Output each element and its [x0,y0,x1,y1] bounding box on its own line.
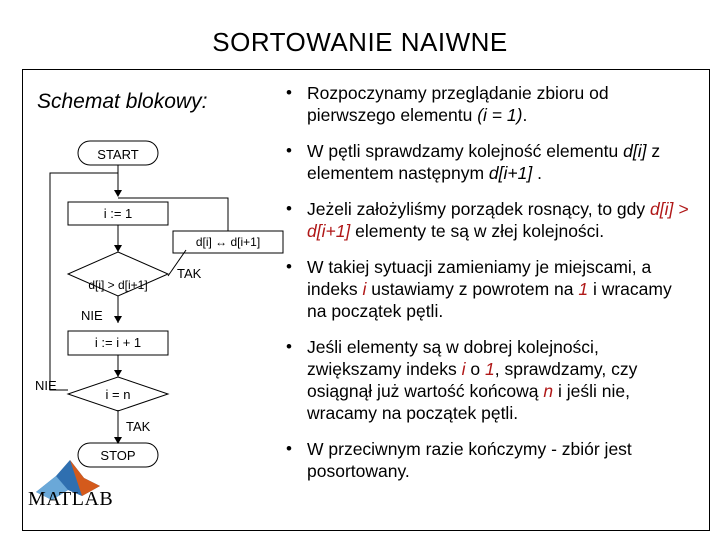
bullet-text: Rozpoczynamy przeglądanie zbioru od pierwszego elementu [307,83,609,125]
bullet-text: i jeśli nie, wracamy na początek pętli. [307,381,630,423]
bullet-item [284,256,694,322]
yes-label-end: TAK [126,419,151,434]
flowchart-heading: Schemat blokowy: [37,90,208,113]
bullet-dot-icon: • [286,439,292,458]
arrowhead [114,316,122,323]
stop-label: STOP [100,448,136,463]
bullet-text: o [465,359,485,379]
bullet-item [284,82,694,126]
start-label: START [97,147,139,162]
bullet-text: , sprawdzamy, czy osiągnął już wartość końcową [307,359,638,401]
arrowhead [114,370,122,377]
bullet-text: ustawiamy z powrotem na [366,279,579,299]
bullet-dot-icon: • [286,199,292,218]
init-label: i := 1 [103,206,133,221]
slide-title: SORTOWANIE NAIWNE [212,27,508,57]
bullet-item [284,198,694,242]
bullet-list [284,82,694,496]
bullet-dot-icon: • [286,141,292,160]
bullet-text: n [543,381,554,401]
yes-label-compare: TAK [177,266,202,281]
matlab-logo-text: MATLAB [28,488,114,510]
arrowhead [114,245,122,252]
connector-swap-loop [118,198,228,231]
bullet-text: . [532,163,542,183]
no-label-end: NIE [35,378,57,393]
bullet-text: i wracamy na początek pętli. [307,279,672,321]
bullet-item [284,140,694,184]
end-label: i = n [105,387,131,402]
bullet-text: d[i] [623,141,647,161]
bullet-text: W takiej sytuacji zamieniamy je miejscami, a indeks [307,257,652,299]
bullet-text: z elementem następnym [307,141,661,183]
bullet-dot-icon: • [286,83,292,102]
bullet-dot-icon: • [286,337,292,356]
bullet-text: i [362,279,367,299]
arrowhead [114,190,122,197]
bullet-text: i [461,359,466,379]
compare-label: d[i] > d[i+1] [88,278,148,292]
no-label-compare: NIE [81,308,103,323]
bullet-item [284,438,694,482]
bullet-text: Jeśli elementy są w dobrej kolejności, zwiększamy indeks [307,337,599,379]
bullet-text: d[i+1] [488,163,533,183]
bullet-text: W przeciwnym razie kończymy - zbiór jest posortowany. [307,439,632,481]
bullet-text: elementy te są w złej kolejności. [350,221,605,241]
bullet-text: Jeżeli założyliśmy porządek rosnący, to gdy [307,199,651,219]
bullet-text: (i = 1) [477,105,523,125]
bullet-text: W pętli sprawdzamy kolejność elementu [307,141,624,161]
bullet-text: 1 [485,359,495,379]
bullet-text: d[i] > d[i+1] [307,199,689,241]
bullet-item [284,336,694,424]
bullet-text: 1 [578,279,589,299]
swap-label: d[i] ↔ d[i+1] [195,235,261,249]
increment-label: i := i + 1 [94,335,142,350]
bullet-dot-icon: • [286,257,292,276]
bullet-text: . [522,105,528,125]
